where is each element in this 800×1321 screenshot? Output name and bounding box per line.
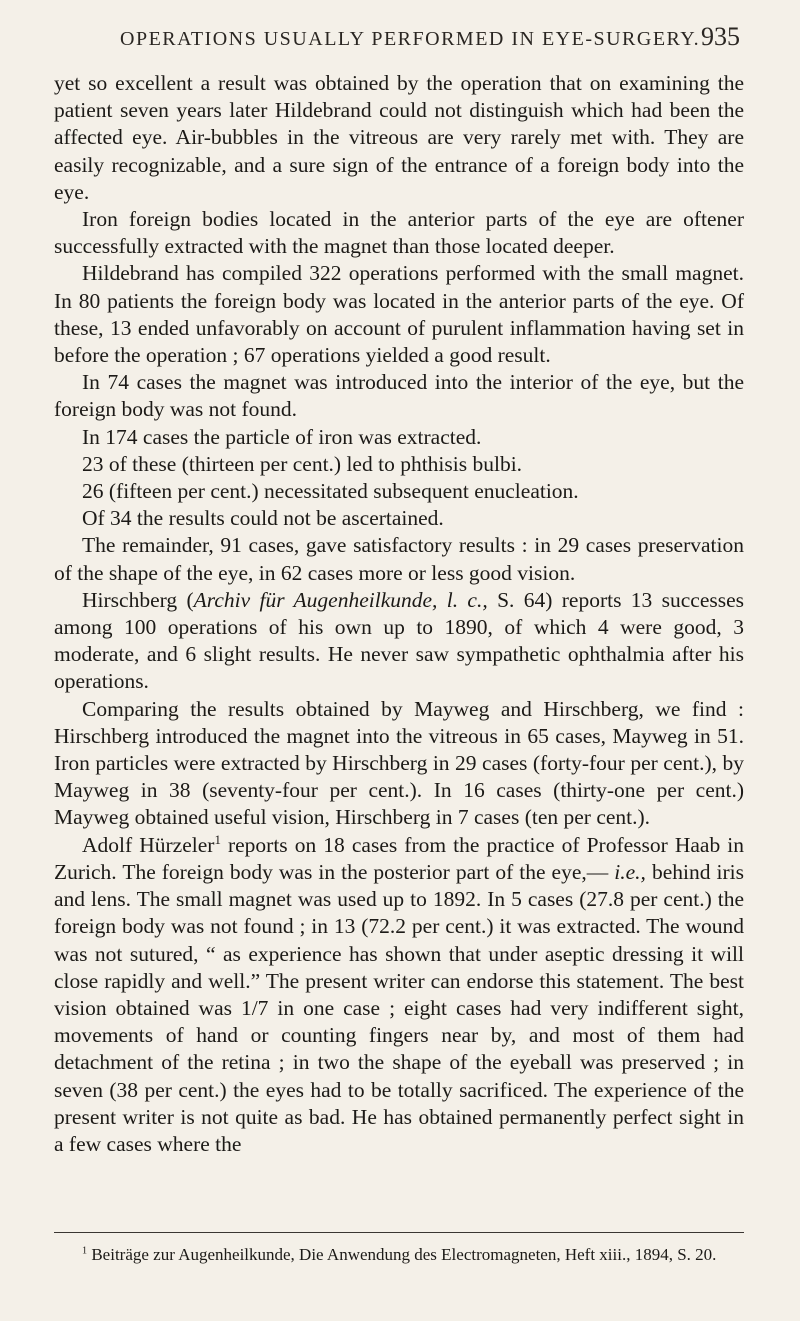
page-header xyxy=(120,22,740,56)
paragraph: 26 (fifteen per cent.) necessitated subsequent enucleation. xyxy=(82,479,579,504)
hurzeler-mid: reports on 18 cases from the practice of Professor Haab in Zurich. The foreign body was in the posterior part of the eye,— xyxy=(54,832,745,884)
footnote-rule xyxy=(54,1232,744,1233)
paragraph-hurzeler xyxy=(54,832,744,1158)
hurzeler-pre: Adolf Hürzeler xyxy=(82,832,215,857)
paragraph: In 74 cases the magnet was introduced into the interior of the eye, but the foreign body was not found. xyxy=(54,370,744,422)
paragraph: Comparing the results obtained by Mayweg and Hirschberg, we find : Hirschberg introduced the magnet into the vitreous in 65 cases, Mayweg in 51. Iron particles were extracted by Hirschberg in 29 cases (forty-four per cent.), by Mayweg in 38 (seventy-four per cent.). In 16 cases (thirty-one per cent.) Mayweg obtained useful vision, Hirschberg in 7 cases (ten per cent.). xyxy=(54,696,744,830)
citation-pre: Hirschberg ( xyxy=(82,587,194,612)
paragraph: The remainder, 91 cases, gave satisfactory results : in 29 cases preservation of the shape of the eye, in 62 cases more or less good vision. xyxy=(54,533,744,585)
citation-title: Archiv für Augenheilkunde, l. c., xyxy=(193,587,488,612)
hurzeler-em: i.e., xyxy=(614,859,646,884)
running-title: OPERATIONS USUALLY PERFORMED IN EYE-SURGERY. xyxy=(120,28,701,50)
paragraph: Hildebrand has compiled 322 operations performed with the small magnet. In 80 patients the foreign body was located in the anterior parts of the eye. Of these, 13 ended unfavorably on account of purulent inflammation having set in before the operation ; 67 operations yielded a good result. xyxy=(54,261,744,368)
paragraph: 23 of these (thirteen per cent.) led to phthisis bulbi. xyxy=(82,451,523,476)
page-number: 935 xyxy=(701,22,740,51)
paragraph: Iron foreign bodies located in the anterior parts of the eye are oftener successfully extracted with the magnet than those located deeper. xyxy=(54,207,744,259)
footnote-reference: 1 xyxy=(214,832,221,847)
body-text xyxy=(54,70,744,1158)
citation-post: S. 64) reports 13 successes among 100 operations of his own up to 1890, of which 4 were good, 3 moderate, and 6 slight results. He never saw sympathetic ophthalmia after his operations. xyxy=(54,587,745,694)
footnote-text: Beiträge zur Augenheilkunde, Die Anwendung des Electromagneten, Heft xiii., 1894, S. 20. xyxy=(87,1245,717,1264)
footnote-marker: 1 xyxy=(82,1245,88,1257)
paragraph: yet so excellent a result was obtained by the operation that on examining the patient seven years later Hildebrand could not distinguish which had been the affected eye. Air-bubbles in the vitreous are very rarely met with. They are easily recognizable, and a sure sign of the entrance of a foreign body into the eye. xyxy=(54,71,744,204)
paragraph: In 174 cases the particle of iron was extracted. xyxy=(82,424,482,449)
footnote xyxy=(54,1244,744,1266)
paragraph-citation xyxy=(54,587,744,696)
paragraph: Of 34 the results could not be ascertained. xyxy=(82,506,444,531)
hurzeler-post: behind iris and lens. The small magnet was used up to 1892. In 5 cases (27.8 per cent.) the foreign body was not found ; in 13 (72.2 per cent.) it was extracted. The wound was not sutured, “ as experience has shown that under aseptic dressing it will close rapidly and well.” The present writer can endorse this statement. The best vision obtained was 1/7 in one case ; eight cases had very indifferent sight, movements of hand or counting fingers near by, and most of them had detachment of the retina ; in two the shape of the eyeball was preserved ; in seven (38 per cent.) the eyes had to be totally sacrificed. The experience of the present writer is not quite as bad. He has obtained permanently perfect sight in a few cases where the xyxy=(54,859,744,1156)
